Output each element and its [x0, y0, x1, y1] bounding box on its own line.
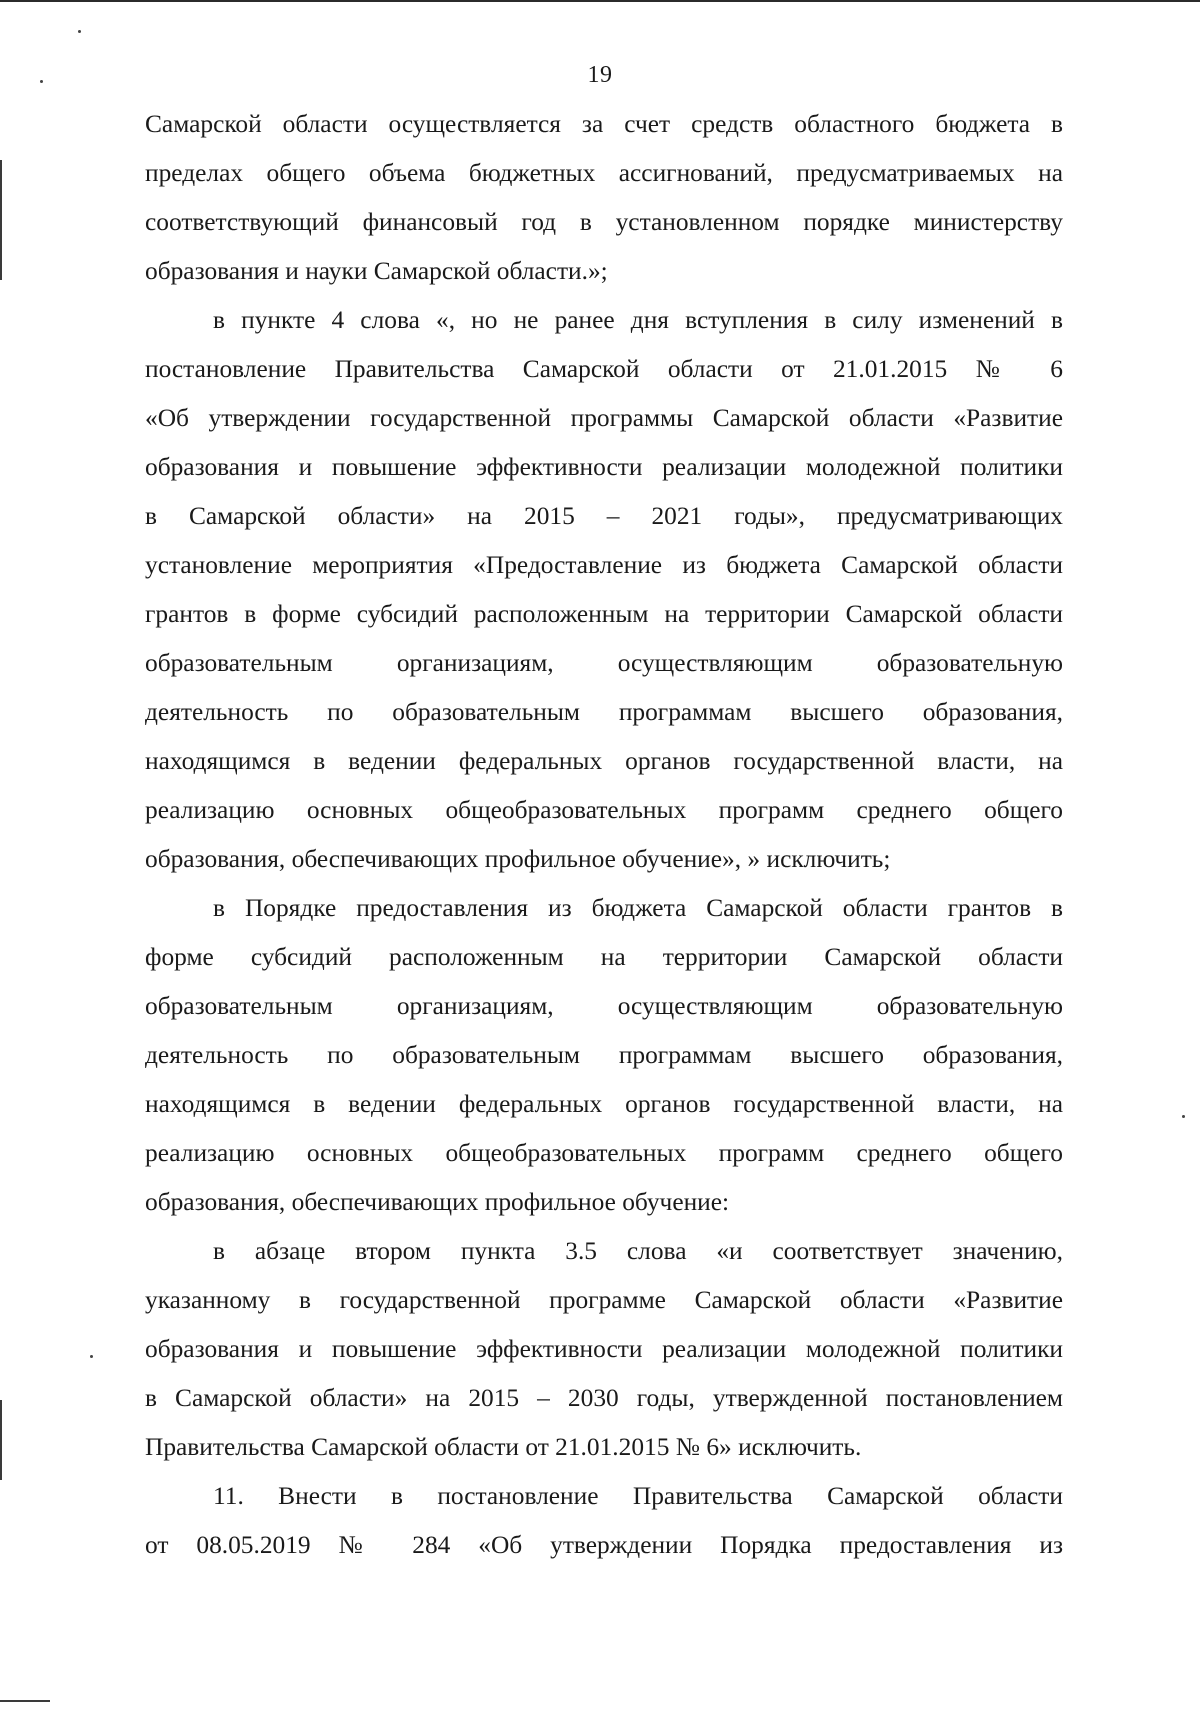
text-line: образования и науки Самарской области.»;: [145, 257, 608, 285]
text-line: постановление Правительства Самарской области от 21.01.2015 № 6: [145, 355, 1063, 383]
text-line: реализацию основных общеобразовательных программ среднего общего: [145, 1139, 1063, 1167]
text-line: образования, обеспечивающих профильное обучение», » исключить;: [145, 845, 891, 873]
scan-edge-left: [0, 160, 2, 280]
scan-speck: [1182, 1115, 1185, 1118]
scan-edge-left: [0, 1400, 2, 1480]
text-line: в Самарской области» на 2015 – 2021 годы», предусматривающих: [145, 502, 1063, 530]
text-line: установление мероприятия «Предоставление из бюджета Самарской области: [145, 551, 1063, 579]
text-line: форме субсидий расположенным на территории Самарской области: [145, 943, 1063, 971]
text-line: деятельность по образовательным программам высшего образования,: [145, 698, 1063, 726]
scan-edge-corner: [0, 1700, 50, 1702]
page-number: 19: [587, 62, 613, 88]
document-body: [145, 100, 1063, 1570]
text-line: в Самарской области» на 2015 – 2030 годы, утвержденной постановлением: [145, 1384, 1063, 1412]
paragraph: [145, 296, 1063, 884]
text-line: в пункте 4 слова «, но не ранее дня вступления в силу изменений в: [213, 306, 1063, 334]
paragraph: [145, 1472, 1063, 1570]
paragraph: [145, 1227, 1063, 1472]
text-line: от 08.05.2019 № 284 «Об утверждении Порядка предоставления из: [145, 1531, 1063, 1559]
text-line: деятельность по образовательным программам высшего образования,: [145, 1041, 1063, 1069]
text-line: грантов в форме субсидий расположенным на территории Самарской области: [145, 600, 1063, 628]
text-line: в Порядке предоставления из бюджета Самарской области грантов в: [213, 894, 1063, 922]
scan-edge-top: [0, 0, 1200, 2]
text-line: образования и повышение эффективности реализации молодежной политики: [145, 1335, 1063, 1363]
text-line: Самарской области осуществляется за счет средств областного бюджета в: [145, 110, 1063, 138]
text-line: Правительства Самарской области от 21.01.2015 № 6» исключить.: [145, 1433, 862, 1461]
text-line: образовательным организациям, осуществляющим образовательную: [145, 649, 1063, 677]
text-line: образования, обеспечивающих профильное обучение:: [145, 1188, 730, 1216]
text-line: указанному в государственной программе Самарской области «Развитие: [145, 1286, 1063, 1314]
text-line: образовательным организациям, осуществляющим образовательную: [145, 992, 1063, 1020]
text-line: «Об утверждении государственной программы Самарской области «Развитие: [145, 404, 1063, 432]
paragraph: [145, 100, 1063, 296]
text-line: пределах общего объема бюджетных ассигнований, предусматриваемых на: [145, 159, 1063, 187]
paragraph: [145, 884, 1063, 1227]
text-line: в абзаце втором пункта 3.5 слова «и соответствует значению,: [213, 1237, 1063, 1265]
text-line: находящимся в ведении федеральных органов государственной власти, на: [145, 747, 1063, 775]
text-line: 11. Внести в постановление Правительства Самарской области: [213, 1482, 1063, 1510]
text-line: образования и повышение эффективности реализации молодежной политики: [145, 453, 1063, 481]
text-line: находящимся в ведении федеральных органов государственной власти, на: [145, 1090, 1063, 1118]
scan-speck: [78, 30, 81, 33]
text-line: реализацию основных общеобразовательных программ среднего общего: [145, 796, 1063, 824]
text-line: соответствующий финансовый год в установленном порядке министерству: [145, 208, 1063, 236]
scan-speck: [90, 1355, 93, 1358]
